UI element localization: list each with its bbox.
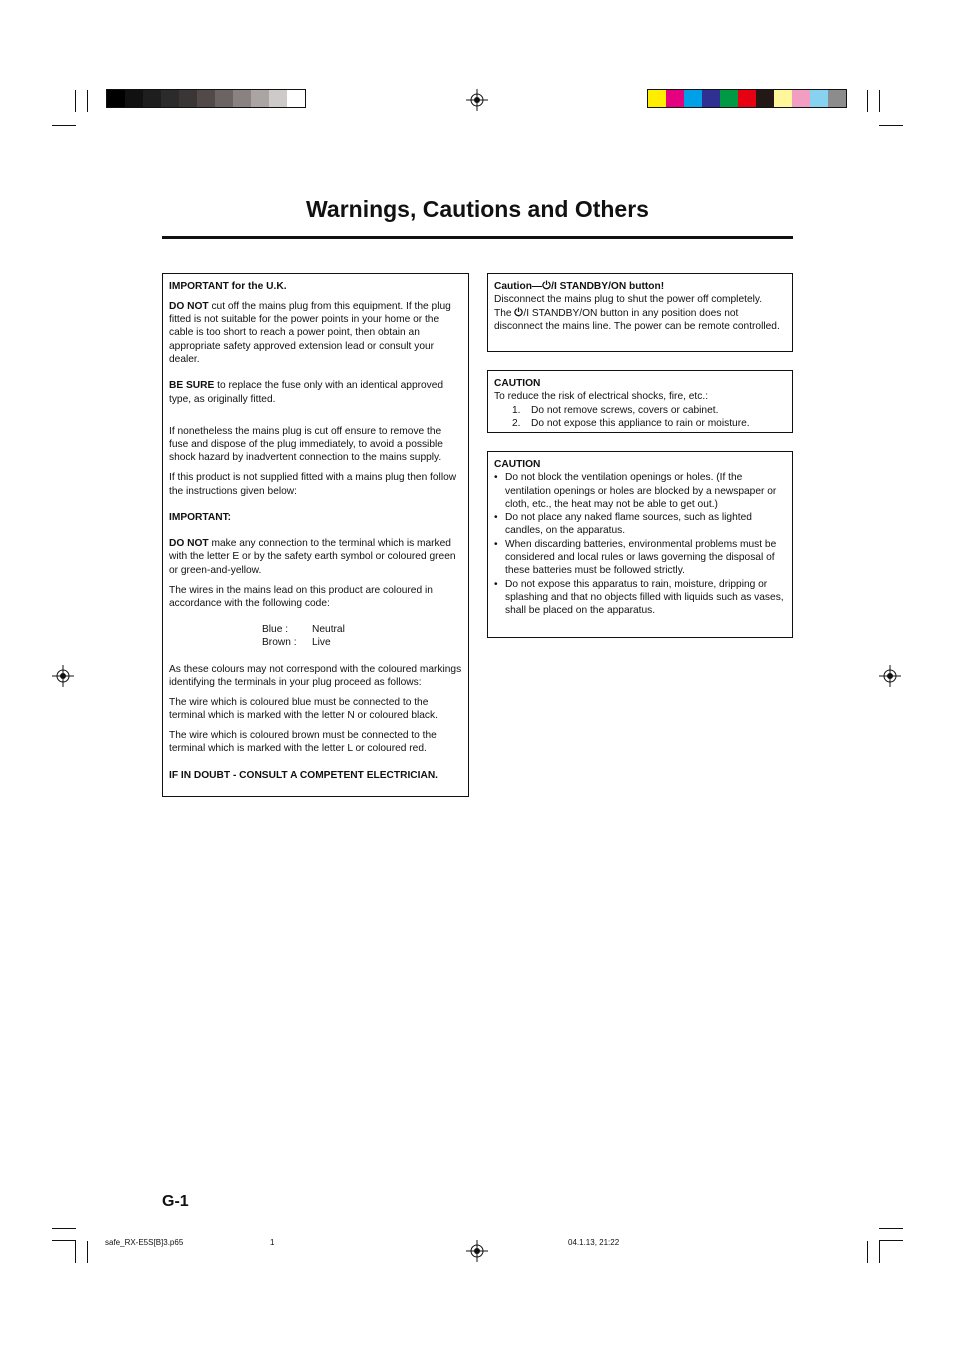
crop-mark: [879, 1240, 903, 1241]
color-swatch: [702, 90, 720, 107]
gray-swatch: [287, 90, 305, 107]
gray-swatch: [143, 90, 161, 107]
footer-page: 1: [270, 1238, 275, 1247]
list-item: • Do not block the ventilation openings or holes. (If the ventilation openings or holes are blocked by a newspaper or cloth, etc., the heat may not be able to get out.): [494, 471, 786, 511]
gray-swatch: [125, 90, 143, 107]
list-item: 1. Do not remove screws, covers or cabinet.: [512, 404, 719, 416]
color-swatch: [720, 90, 738, 107]
caution-box-shock: [487, 370, 793, 433]
color-swatch: [810, 90, 828, 107]
standby-heading: Caution— /I STANDBY/ON button!: [494, 281, 665, 292]
gray-swatch: [107, 90, 125, 107]
color-swatch: [666, 90, 684, 107]
color-swatch: [648, 90, 666, 107]
footer-filename: safe_RX-E5S[B]3.p65: [105, 1238, 184, 1247]
standby-caution-box: [487, 273, 793, 352]
crop-mark: [52, 125, 76, 126]
color-swatch: [828, 90, 846, 107]
gray-swatch: [161, 90, 179, 107]
list-item: 2. Do not expose this appliance to rain or moisture.: [512, 417, 750, 429]
color-swatch: [756, 90, 774, 107]
list-item: • Do not place any naked flame sources, such as lighted candles, on the apparatus.: [494, 511, 786, 538]
process-color-bar: [647, 89, 847, 108]
caution-numbered-list: [494, 404, 786, 431]
title-rule: [162, 236, 793, 239]
caution-bullet-list: [494, 471, 786, 617]
registration-mark-icon: [52, 665, 74, 687]
crop-mark: [879, 125, 903, 126]
uk-do-not-cut-paragraph: DO NOT cut off the mains plug from this equipment. If the plug fitted is not suitable for the power points in your home or the cable is too short to reach a power point, then obtain an appropriate safety approved extension lead or consult your dealer.: [169, 300, 451, 365]
uk-not-supplied-paragraph: If this product is not supplied fitted with a mains plug then follow the instructions given below:: [169, 472, 457, 497]
caution-heading: CAUTION: [494, 378, 541, 389]
crop-mark: [867, 1241, 868, 1263]
uk-wires-paragraph: The wires in the mains lead on this product are coloured in accordance with the following code:: [169, 584, 433, 609]
standby-line-1: Disconnect the mains plug to shut the power off completely.: [494, 294, 763, 306]
uk-earth-paragraph: DO NOT make any connection to the terminal which is marked with the letter E or by the safety earth symbol or coloured green or green-and-yellow.: [169, 538, 456, 576]
gray-swatch: [269, 90, 287, 107]
gray-swatch: [215, 90, 233, 107]
crop-mark: [879, 1228, 903, 1229]
power-standby-icon: [542, 280, 551, 290]
caution-box-ventilation: [487, 451, 793, 638]
registration-mark-icon: [466, 89, 488, 111]
gray-swatch: [179, 90, 197, 107]
list-item: • Do not expose this apparatus to rain, moisture, dripping or splashing and that no objects filled with liquids such as vases, shall be placed on the apparatus.: [494, 578, 786, 618]
uk-blue-wire-paragraph: The wire which is coloured blue must be connected to the terminal which is marked with the letter N or coloured black.: [169, 696, 438, 722]
crop-mark: [879, 90, 880, 112]
crop-mark: [87, 1241, 88, 1263]
registration-mark-icon: [466, 1240, 488, 1262]
uk-cut-off-paragraph: If nonetheless the mains plug is cut off ensure to remove the fuse and dispose of the plug immediately, to avoid a possible shock hazard by inadvertent connection to the mains supply.: [169, 425, 443, 464]
color-swatch: [738, 90, 756, 107]
page-number: G-1: [162, 1193, 189, 1210]
crop-mark: [867, 90, 868, 112]
registration-mark-icon: [879, 665, 901, 687]
gray-swatch: [197, 90, 215, 107]
uk-important-box: [162, 273, 469, 797]
crop-mark: [75, 90, 76, 112]
crop-mark: [87, 90, 88, 112]
footer-timestamp: 04.1.13, 21:22: [568, 1238, 620, 1247]
crop-mark: [75, 1241, 76, 1263]
wire-code-row: Blue : Neutral: [262, 624, 345, 636]
uk-colours-paragraph: As these colours may not correspond with the coloured markings identifying the terminals in your plug proceed as follows:: [169, 663, 462, 689]
caution-heading: CAUTION: [494, 459, 541, 470]
caution-intro: To reduce the risk of electrical shocks, fire, etc.:: [494, 391, 709, 403]
crop-mark: [879, 1241, 880, 1263]
standby-line-2: The /I STANDBY/ON button in any position does not disconnect the mains line. The power can be remote controlled.: [494, 307, 780, 332]
uk-box-heading: IMPORTANT for the U.K.: [169, 281, 287, 292]
list-item: • When discarding batteries, environmental problems must be considered and local rules or laws governing the disposal of these batteries must be followed strictly.: [494, 538, 786, 578]
color-swatch: [792, 90, 810, 107]
gray-swatch: [233, 90, 251, 107]
grayscale-color-bar: [106, 89, 306, 108]
crop-mark: [52, 1228, 76, 1229]
wire-color-code: [262, 623, 462, 650]
crop-mark: [52, 1240, 76, 1241]
uk-important-heading: IMPORTANT:: [169, 511, 232, 523]
wire-code-row: Brown : Live: [262, 637, 331, 649]
color-swatch: [774, 90, 792, 107]
color-swatch: [684, 90, 702, 107]
uk-be-sure-paragraph: BE SURE to replace the fuse only with an identical approved type, as originally fitted.: [169, 380, 444, 405]
uk-brown-wire-paragraph: The wire which is coloured brown must be connected to the terminal which is marked with the letter L or coloured red.: [169, 729, 437, 755]
uk-doubt-notice: IF IN DOUBT - CONSULT A COMPETENT ELECTRICIAN.: [169, 769, 439, 781]
page-title: Warnings, Cautions and Others: [306, 196, 649, 222]
gray-swatch: [251, 90, 269, 107]
